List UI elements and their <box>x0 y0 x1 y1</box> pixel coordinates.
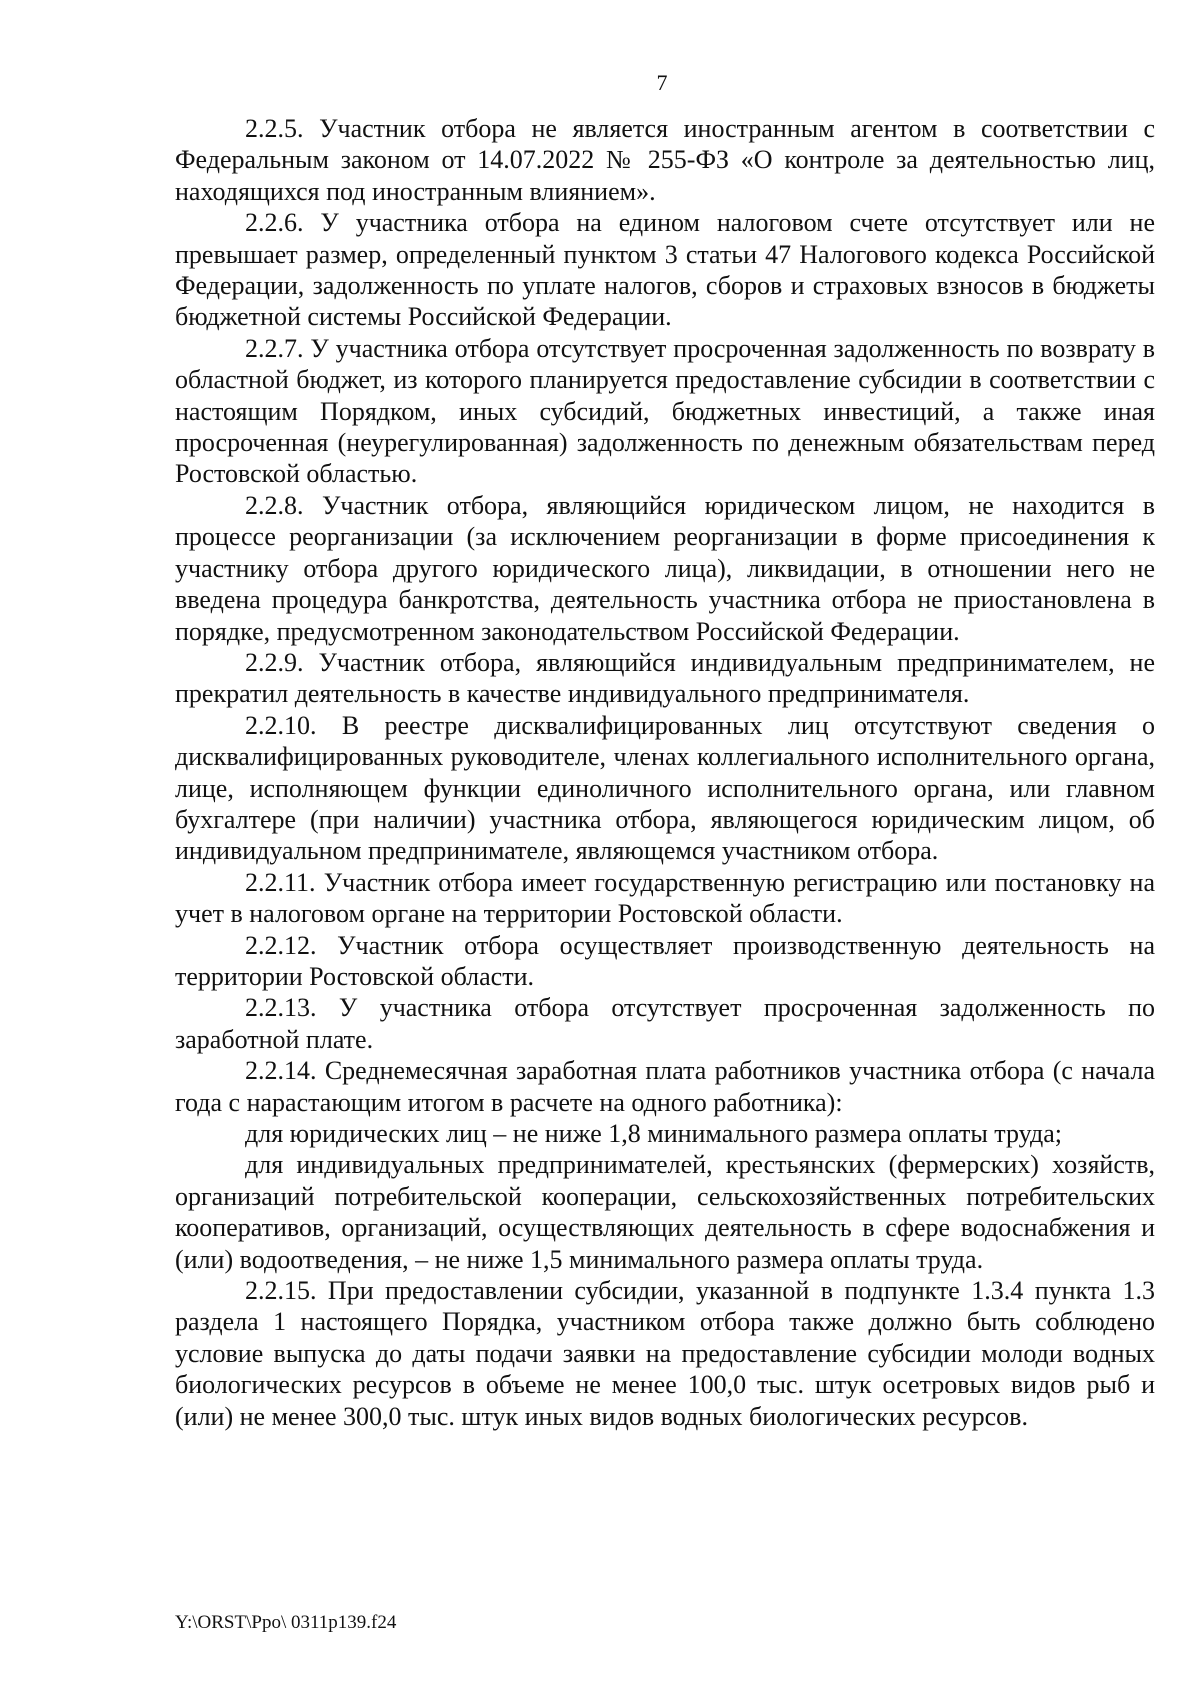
file-path-footer: Y:\ORST\Ppo\ 0311p139.f24 <box>175 1612 397 1633</box>
paragraph-2-2-12: 2.2.12. Участник отбора осуществляет производственную деятельность на территории Ростовской области. <box>175 930 1155 991</box>
page-number: 7 <box>656 70 668 95</box>
paragraph-2-2-10: 2.2.10. В реестре дисквалифицированных лиц отсутствуют сведения о дисквалифицированных руководителе, членах коллегиального исполнительного органа, лице, исполняющем функции единоличного исполнительного органа, или главном бухгалтере (при наличии) участника отбора, являющегося юридическим лицом, об индивидуальном предпринимателе, являющемся участником отбора. <box>175 710 1155 866</box>
paragraph-2-2-5: 2.2.5. Участник отбора не является иностранным агентом в соответствии с Федеральным законом от 14.07.2022 № 255-ФЗ «О контроле за деятельностью лиц, находящихся под иностранным влиянием». <box>175 114 1155 206</box>
paragraph-legal-entities: для юридических лиц – не ниже 1,8 минимального размера оплаты труда; <box>245 1119 1062 1148</box>
paragraph-2-2-14: 2.2.14. Среднемесячная заработная плата работников участника отбора (с начала года с нарастающим итогом в расчете на одного работника): <box>175 1056 1155 1117</box>
paragraph-2-2-13: 2.2.13. У участника отбора отсутствует просроченная задолженность по заработной плате. <box>175 993 1155 1054</box>
document-body <box>175 113 1155 1432</box>
paragraph-2-2-6: 2.2.6. У участника отбора на едином налоговом счете отсутствует или не превышает размер, определенный пунктом 3 статьи 47 Налогового кодекса Российской Федерации, задолженность по уплате налогов, сборов и страховых взносов в бюджеты бюджетной системы Российской Федерации. <box>175 208 1155 332</box>
paragraph-2-2-9: 2.2.9. Участник отбора, являющийся индивидуальным предпринимателем, не прекратил деятельность в качестве индивидуального предпринимателя. <box>175 647 1155 709</box>
paragraph-2-2-11: 2.2.11. Участник отбора имеет государственную регистрацию или постановку на учет в налоговом органе на территории Ростовской области. <box>175 867 1155 929</box>
paragraph-2-2-8: 2.2.8. Участник отбора, являющийся юридическом лицом, не находится в процессе реорганизации (за исключением реорганизации в форме присоединения к участнику отбора другого юридического лица), ликвидации, в отношении него не введена процедура банкротства, деятельность участника отбора не приостановлена в порядке, предусмотренном законодательством Российской Федерации. <box>175 490 1155 646</box>
paragraph-2-2-7: 2.2.7. У участника отбора отсутствует просроченная задолженность по возврату в областной бюджет, из которого планируется предоставление субсидии в соответствии с настоящим Порядком, иных субсидий, бюджетных инвестиций, а также иная просроченная (неурегулированная) задолженность по денежным обязательствам перед Ростовской областью. <box>175 333 1155 489</box>
paragraph-2-2-15: 2.2.15. При предоставлении субсидии, указанной в подпункте 1.3.4 пункта 1.3 раздела 1 настоящего Порядка, участником отбора также должно быть соблюдено условие выпуска до даты подачи заявки на предоставление субсидии молоди водных биологических ресурсов в объеме не менее 100,0 тыс. штук осетровых видов рыб и (или) не менее 300,0 тыс. штук иных видов водных биологических ресурсов. <box>175 1276 1155 1431</box>
paragraph-entrepreneurs: для индивидуальных предпринимателей, крестьянских (фермерских) хозяйств, организаций потребительской кооперации, сельскохозяйственных потребительских кооперативов, организаций, осуществляющих деятельность в сфере водоснабжения и (или) водоотведения, – не ниже 1,5 минимального размера оплаты труда. <box>175 1150 1155 1274</box>
